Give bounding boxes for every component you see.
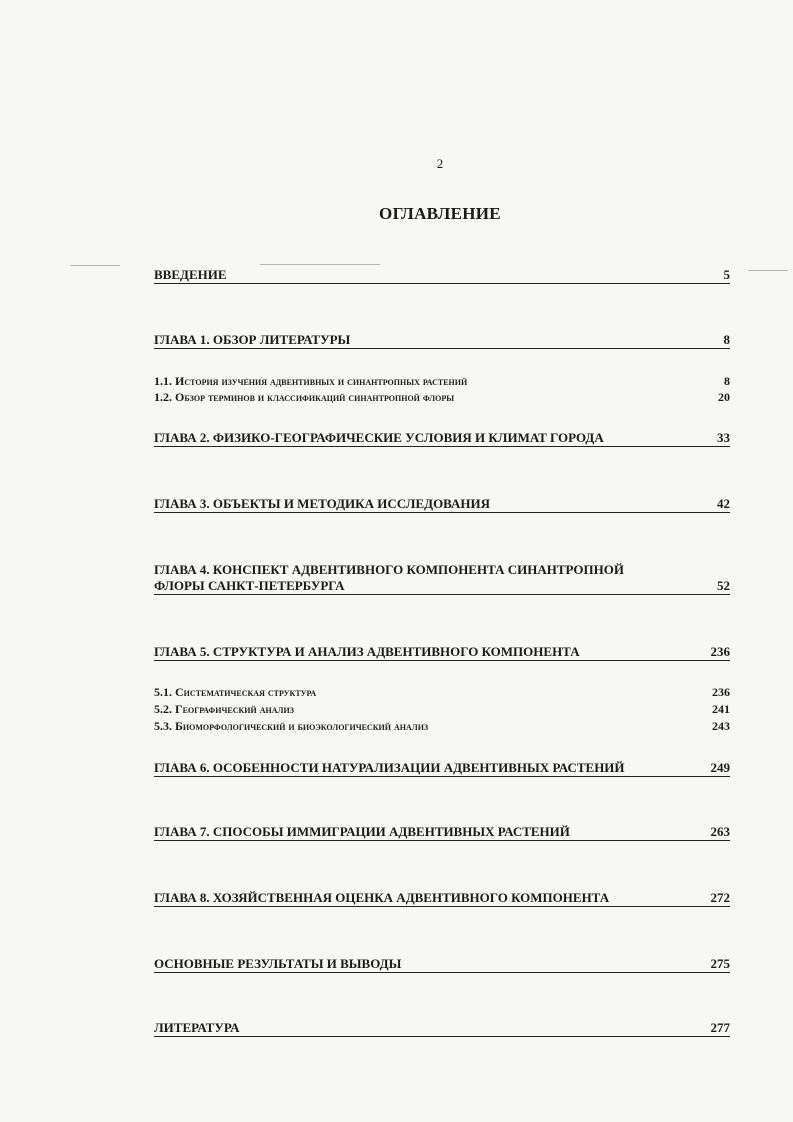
toc-entry-section-5-3[interactable] xyxy=(154,719,730,734)
toc-entry-title: ГЛАВА 3. ОБЪЕКТЫ И МЕТОДИКА ИССЛЕДОВАНИЯ xyxy=(154,496,491,511)
toc-entry-chapter-2[interactable] xyxy=(154,430,730,447)
page-title: ОГЛАВЛЕНИЕ xyxy=(379,204,501,223)
toc-entry-title: ВВЕДЕНИЕ xyxy=(154,267,227,282)
toc-entry-page: 5 xyxy=(723,267,730,282)
toc-entry-page: 8 xyxy=(723,332,730,347)
toc-entry-title-line-2: ФЛОРЫ САНКТ-ПЕТЕРБУРГА xyxy=(154,578,345,593)
toc-entry-page: 52 xyxy=(717,578,730,593)
toc-entry-title: 5.3. Биоморфологический и биоэкологический анализ xyxy=(154,719,429,733)
toc-entry-title: ЛИТЕРАТУРА xyxy=(154,1020,240,1035)
toc-entry-page: 236 xyxy=(712,685,730,699)
scan-artifact-mid xyxy=(260,264,380,265)
toc-entry-title: ГЛАВА 6. ОСОБЕННОСТИ НАТУРАЛИЗАЦИИ АДВЕНТИВНЫХ РАСТЕНИЙ xyxy=(154,760,625,775)
toc-entry-title: ГЛАВА 7. СПОСОБЫ ИММИГРАЦИИ АДВЕНТИВНЫХ РАСТЕНИЙ xyxy=(154,824,570,839)
toc-entry-title: ГЛАВА 8. ХОЗЯЙСТВЕННАЯ ОЦЕНКА АДВЕНТИВНОГО КОМПОНЕНТА xyxy=(154,890,610,905)
toc-entry-title: 5.1. Систематическая структура xyxy=(154,685,317,699)
scan-artifact-right xyxy=(748,270,788,271)
toc-entry-page: 8 xyxy=(724,374,730,388)
toc-entry-references[interactable] xyxy=(154,1020,730,1037)
toc-entry-title: 1.1. История изучения адвентивных и синантропных растений xyxy=(154,374,468,388)
toc-entry-page: 272 xyxy=(710,890,730,905)
toc-entry-page: 277 xyxy=(710,1020,730,1035)
toc-entry-conclusions[interactable] xyxy=(154,956,730,973)
toc-entry-page: 241 xyxy=(712,702,730,716)
toc-entry-title: ГЛАВА 2. ФИЗИКО-ГЕОГРАФИЧЕСКИЕ УСЛОВИЯ И КЛИМАТ ГОРОДА xyxy=(154,430,604,445)
toc-entry-title: ОСНОВНЫЕ РЕЗУЛЬТАТЫ И ВЫВОДЫ xyxy=(154,956,402,971)
toc-entry-chapter-7[interactable] xyxy=(154,824,730,841)
toc-entry-page: 33 xyxy=(717,430,730,445)
toc-entry-chapter-6[interactable] xyxy=(154,760,730,777)
toc-entry-page: 236 xyxy=(710,644,730,659)
toc-entry-chapter-4[interactable] xyxy=(154,562,730,595)
toc-entry-chapter-8[interactable] xyxy=(154,890,730,907)
toc-entry-title: ГЛАВА 1. ОБЗОР ЛИТЕРАТУРЫ xyxy=(154,332,351,347)
toc-entry-section-5-2[interactable] xyxy=(154,702,730,717)
toc-entry-introduction[interactable] xyxy=(154,267,730,284)
toc-entry-page: 243 xyxy=(712,719,730,733)
toc-entry-chapter-1[interactable] xyxy=(154,332,730,349)
toc-entry-title: ГЛАВА 5. СТРУКТУРА И АНАЛИЗ АДВЕНТИВНОГО КОМПОНЕНТА xyxy=(154,644,580,659)
toc-entry-title-line-1: ГЛАВА 4. КОНСПЕКТ АДВЕНТИВНОГО КОМПОНЕНТА СИНАНТРОПНОЙ xyxy=(154,562,624,577)
toc-entry-page: 249 xyxy=(710,760,730,775)
toc-entry-title: 1.2. Обзор терминов и классификаций синантропной флоры xyxy=(154,390,455,404)
toc-entry-chapter-5[interactable] xyxy=(154,644,730,661)
toc-entry-section-5-1[interactable] xyxy=(154,685,730,700)
toc-entry-section-1-1[interactable] xyxy=(154,374,730,389)
toc-entry-chapter-3[interactable] xyxy=(154,496,730,513)
toc-entry-page: 263 xyxy=(710,824,730,839)
toc-entry-section-1-2[interactable] xyxy=(154,390,730,405)
toc-entry-page: 42 xyxy=(717,496,730,511)
toc-entry-title: 5.2. Географический анализ xyxy=(154,702,294,716)
scan-artifact-left xyxy=(70,265,120,266)
page-number: 2 xyxy=(436,156,444,171)
toc-entry-page: 20 xyxy=(718,390,730,404)
toc-entry-page: 275 xyxy=(710,956,730,971)
